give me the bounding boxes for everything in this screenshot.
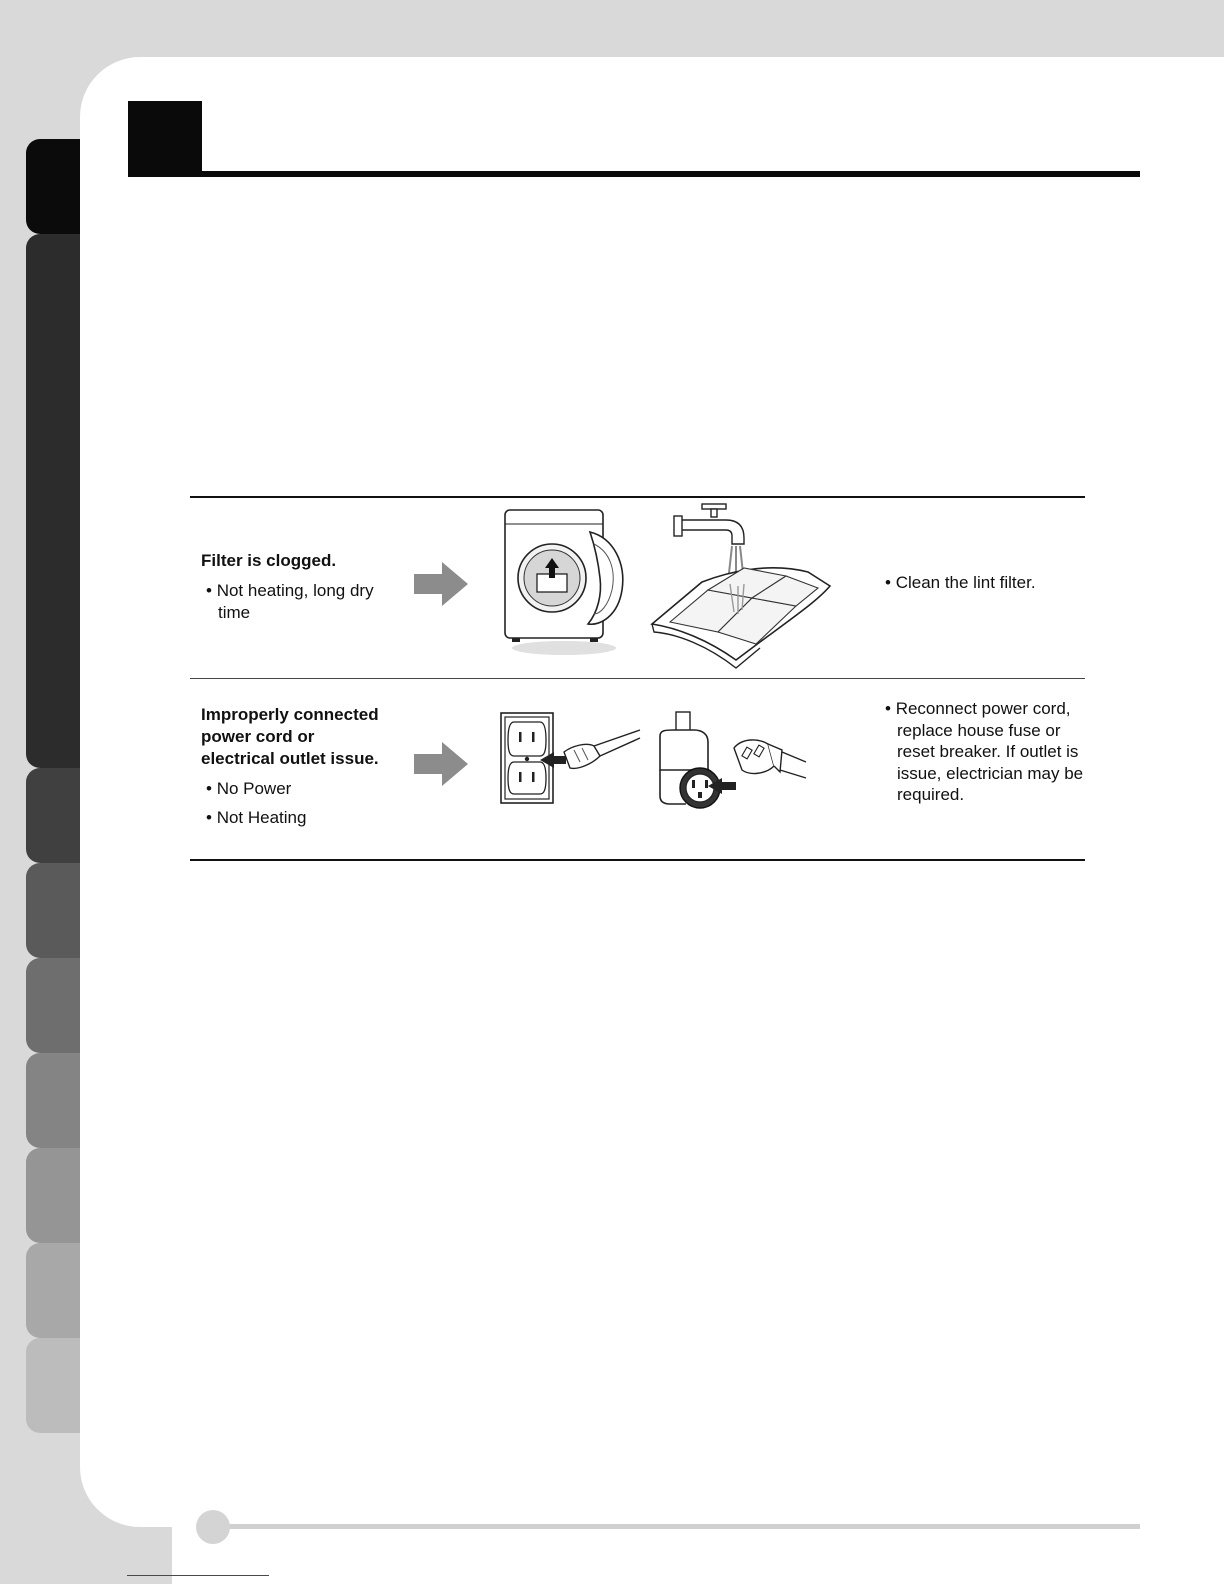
cause-line: Improperly connected — [201, 705, 379, 724]
arrow-right-icon — [414, 742, 470, 786]
symptom-text: Not Heating — [216, 808, 307, 827]
arrow-right-icon — [414, 562, 470, 606]
cause-line: Filter is clogged. — [201, 551, 337, 570]
section-number-block — [128, 101, 202, 177]
section-tab-3[interactable] — [26, 768, 80, 863]
symptom-item: • Not heating, long dry time — [206, 581, 374, 622]
cause-title — [201, 550, 336, 572]
section-tab-9[interactable] — [26, 1338, 80, 1433]
table-top-rule — [190, 496, 1085, 498]
symptom-text: No Power — [216, 779, 292, 798]
section-tab-4[interactable] — [26, 863, 80, 958]
section-tab-5[interactable] — [26, 958, 80, 1053]
solution-text: • Clean the lint filter. — [885, 573, 1036, 592]
solution-value: Reconnect power cord, replace house fuse or reset breaker. If outlet is issue, electrician may be required. — [895, 699, 1084, 804]
dryer-lint-filter-icon — [502, 508, 632, 658]
wall-outlet-plug-icon — [500, 712, 642, 808]
symptom-item: • Not Heating — [206, 808, 307, 827]
table-bottom-rule — [190, 859, 1085, 861]
page-bottom-strip — [172, 1527, 1224, 1584]
solution-value: Clean the lint filter. — [895, 573, 1036, 592]
solution-text: • Reconnect power cord, replace house fuse or reset breaker. If outlet is issue, electrician may be required. — [885, 699, 1084, 804]
section-tab-7[interactable] — [26, 1148, 80, 1243]
table-row-divider — [190, 678, 1085, 679]
section-tab-8[interactable] — [26, 1243, 80, 1338]
cause-line: power cord or — [201, 727, 315, 746]
cause-title — [201, 704, 379, 770]
footer-link-underline[interactable] — [127, 1575, 269, 1576]
footer-rule — [212, 1524, 1140, 1529]
symptom-text: Not heating, long dry time — [216, 581, 374, 622]
symptom-item: • No Power — [206, 779, 292, 798]
section-tab-2[interactable] — [26, 234, 80, 768]
header-rule — [128, 171, 1140, 177]
dryer-power-cord-icon — [656, 710, 808, 812]
faucet-rinse-filter-icon — [648, 502, 834, 672]
section-tab-6[interactable] — [26, 1053, 80, 1148]
cause-line: electrical outlet issue. — [201, 749, 379, 768]
section-tab-1[interactable] — [26, 139, 80, 234]
page-number-badge — [196, 1510, 230, 1544]
